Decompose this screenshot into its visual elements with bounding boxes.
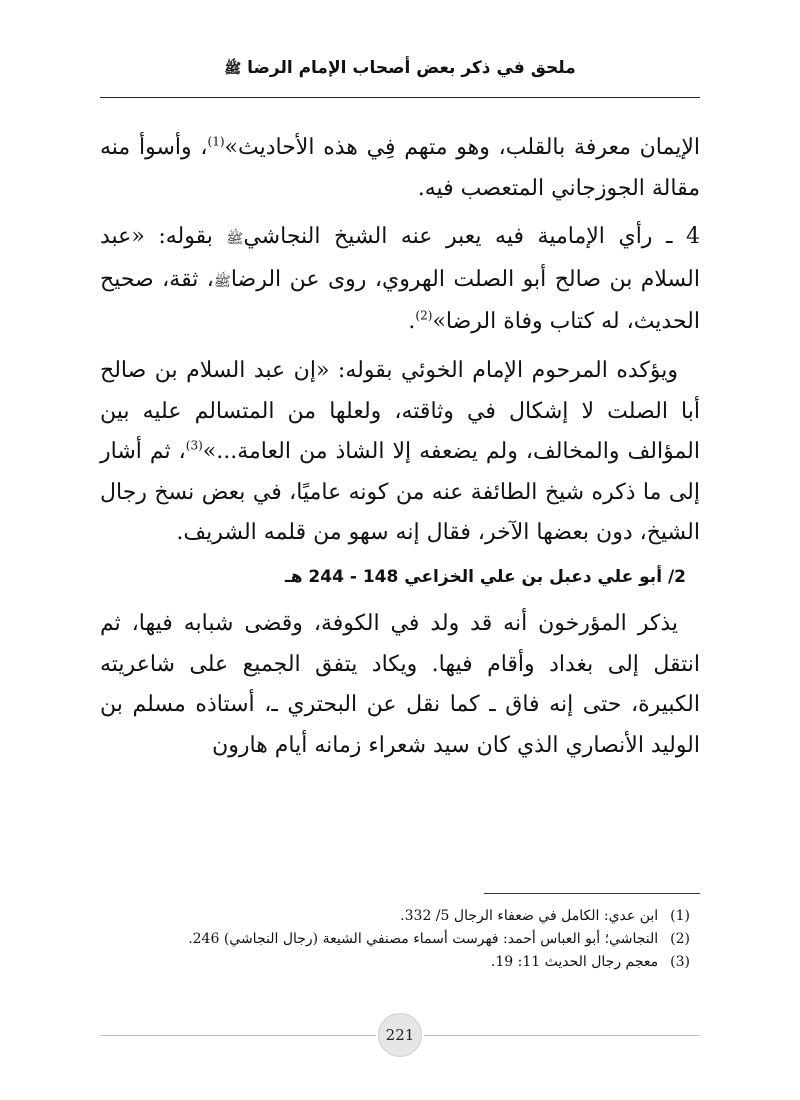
footer-rule-left bbox=[100, 1035, 376, 1036]
footnote-text: النجاشي؛ أبو العباس أحمد: فهرست أسماء مصنفي الشيعة (رجال النجاشي) 246. bbox=[188, 931, 659, 947]
footnote-item bbox=[100, 928, 700, 951]
footnotes bbox=[100, 905, 700, 974]
footnote-item bbox=[100, 905, 700, 928]
paragraph-3 bbox=[100, 351, 700, 554]
footnote-item bbox=[100, 951, 700, 974]
honorific-symbol: ﷺ bbox=[213, 273, 231, 290]
footnote-ref-2: (2) bbox=[415, 309, 433, 324]
footnote-number: (2) bbox=[670, 931, 690, 947]
paragraph-2-after: . bbox=[408, 309, 416, 335]
paragraph-2-text-c: ، ثقة، صحيح الحديث، له كتاب وفاة الرضا» bbox=[100, 266, 700, 335]
honorific-symbol: ﷺ bbox=[226, 231, 244, 248]
footer-rule-right bbox=[424, 1035, 700, 1036]
paragraph-4-text: يذكر المؤرخون أنه قد ولد في الكوفة، وقضى شبابه فيها، ثم انتقل إلى بغداد وأقام فيها. ويكاد يتفق الجميع على شاعريته الكبيرة، حتى إنه فاق ـ كما نقل عن البحتري ـ، أستاذه مسلم بن الوليد الأنصاري الذي كان سيد شعراء زمانه أيام هارون bbox=[100, 610, 700, 758]
footnote-text: معجم رجال الحديث 11: 19. bbox=[490, 954, 659, 970]
footnote-ref-3: (3) bbox=[185, 438, 203, 453]
paragraph-3-text: ويؤكده المرحوم الإمام الخوئي بقوله: «إن عبد السلام بن صالح أبا الصلت لا إشكال في وثاقته، ولعلها من المتسالم عليه بين المؤالف والمخالف، ولم يضعفه إلا الشاذ من العامة...» bbox=[100, 357, 700, 465]
paragraph-1-after: ، وأسوأ منه مقالة الجوزجاني المتعصب فيه. bbox=[100, 135, 700, 201]
paragraph-2 bbox=[100, 217, 700, 343]
paragraph-3-after: ، ثم أشار إلى ما ذكره شيخ الطائفة عنه من كونه عاميًا، في بعض نسخ رجال الشيخ، دون بعضها الآخر، فقال إنه سهو من قلمه الشريف. bbox=[100, 439, 700, 546]
main-text bbox=[100, 128, 700, 774]
paragraph-2-text-b: بقوله: «عبد السلام بن صالح أبو الصلت الهروي، روى عن الرضا bbox=[100, 224, 700, 292]
section-heading: 2/ أبو علي دعبل بن علي الخزاعي 148 - 244 هـ bbox=[284, 566, 686, 587]
paragraph-1 bbox=[100, 128, 700, 209]
honorific-symbol: ﷺ bbox=[224, 61, 242, 77]
footnote-number: (3) bbox=[670, 954, 690, 970]
paragraph-4 bbox=[100, 604, 700, 766]
footnote-text: ابن عدي: الكامل في ضعفاء الرجال 5/ 332. bbox=[400, 908, 659, 924]
page-number: 221 bbox=[378, 1013, 422, 1057]
footnote-divider bbox=[484, 893, 700, 894]
running-header bbox=[100, 58, 700, 80]
footnote-ref-1: (1) bbox=[207, 134, 225, 149]
footnote-number: (1) bbox=[670, 908, 690, 924]
page-footer bbox=[100, 1011, 700, 1059]
paragraph-2-text-a: 4 ـ رأي الإمامية فيه يعبر عنه الشيخ النجاشي bbox=[243, 224, 700, 250]
running-header-title: ملحق في ذكر بعض أصحاب الإمام الرضا bbox=[247, 58, 576, 78]
paragraph-1-text: الإيمان معرفة بالقلب، وهو متهم فِي هذه الأحاديث» bbox=[224, 135, 700, 160]
header-divider bbox=[100, 97, 700, 98]
